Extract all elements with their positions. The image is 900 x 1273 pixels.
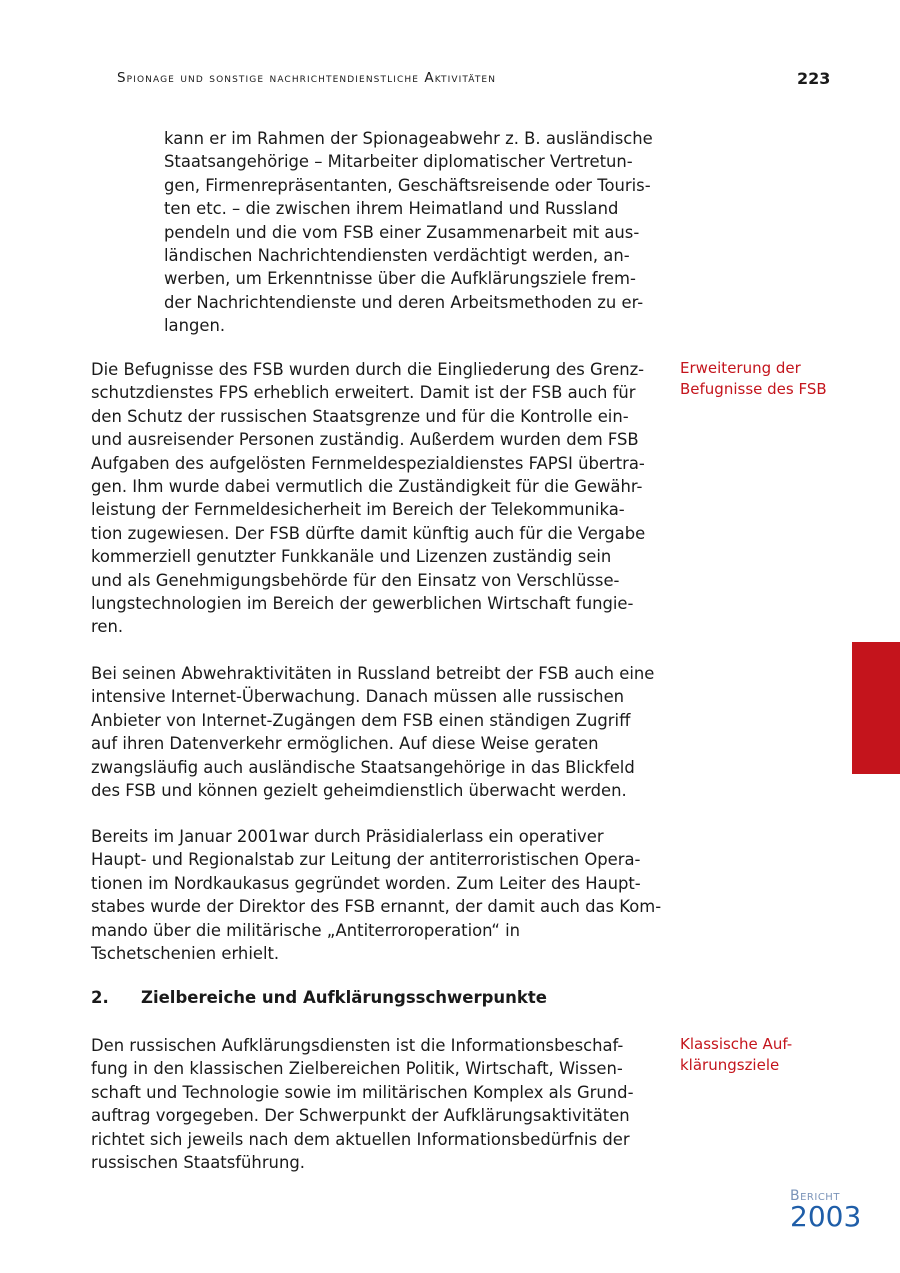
text-line: gen. Ihm wurde dabei vermutlich die Zuständigkeit für die Gewähr-	[91, 477, 643, 497]
margin-note-line: klärungsziele	[680, 1056, 780, 1074]
text-line: kommerziell genutzter Funkkanäle und Lizenzen zuständig sein	[91, 547, 612, 567]
text-line: russischen Staatsführung.	[91, 1153, 305, 1173]
text-line: Haupt- und Regionalstab zur Leitung der antiterroristischen Opera-	[91, 850, 641, 870]
text-line: der Nachrichtendienste und deren Arbeitsmethoden zu er-	[164, 292, 644, 312]
text-line: leistung der Fernmeldesicherheit im Bereich der Telekommunika-	[91, 500, 625, 520]
text-line: Tschetschenien erhielt.	[91, 944, 280, 964]
text-line: pendeln und die vom FSB einer Zusammenarbeit mit aus-	[164, 222, 640, 242]
text-line: Staatsangehörige – Mitarbeiter diplomatischer Vertretun-	[164, 152, 633, 172]
report-brand-mark	[790, 1188, 862, 1232]
text-line: ten etc. – die zwischen ihrem Heimatland und Russland	[164, 199, 619, 219]
text-line: richtet sich jeweils nach dem aktuellen Informationsbedürfnis der	[91, 1129, 630, 1149]
text-line: gen, Firmenrepräsentanten, Geschäftsreisende oder Touris-	[164, 175, 651, 195]
margin-note-fsb-powers	[680, 358, 827, 400]
text-line: schaft und Technologie sowie im militärischen Komplex als Grund-	[91, 1082, 634, 1102]
margin-note-line: Befugnisse des FSB	[680, 380, 827, 398]
margin-note-line: Klassische Auf-	[680, 1035, 793, 1053]
text-line: und als Genehmigungsbehörde für den Einsatz von Verschlüsse-	[91, 570, 620, 590]
brand-year: 2003	[790, 1200, 862, 1233]
text-line: auftrag vorgegeben. Der Schwerpunkt der Aufklärungsaktivitäten	[91, 1106, 630, 1126]
text-line: Den russischen Aufklärungsdiensten ist die Informationsbeschaf-	[91, 1036, 624, 1055]
paragraph-antiterror-staff	[91, 825, 661, 965]
page-number: 223	[797, 69, 831, 88]
text-line: Bereits im Januar 2001war durch Präsidialerlass ein operativer	[91, 827, 604, 846]
text-line: lungstechnologien im Bereich der gewerblichen Wirtschaft fungie-	[91, 594, 634, 614]
text-line: schutzdienstes FPS erheblich erweitert. Damit ist der FSB auch für	[91, 383, 636, 403]
text-line: auf ihren Datenverkehr ermöglichen. Auf diese Weise geraten	[91, 734, 599, 754]
section-title: Zielbereiche und Aufklärungsschwerpunkte	[141, 988, 547, 1007]
text-line: des FSB und können gezielt geheimdienstlich überwacht werden.	[91, 781, 627, 801]
section-heading	[91, 988, 547, 1007]
chapter-tab-marker	[852, 642, 900, 774]
running-head-title: Spionage und sonstige nachrichtendienstliche Aktivitäten	[117, 70, 497, 86]
text-line: werben, um Erkenntnisse über die Aufklärungsziele frem-	[164, 269, 636, 289]
paragraph-internet-surveillance	[91, 662, 654, 802]
text-line: zwangsläufig auch ausländische Staatsangehörige in das Blickfeld	[91, 757, 635, 777]
text-line: Bei seinen Abwehraktivitäten in Russland betreibt der FSB auch eine	[91, 664, 655, 683]
text-line: mando über die militärische „Antiterroroperation“ in	[91, 920, 521, 940]
text-line: den Schutz der russischen Staatsgrenze und für die Kontrolle ein-	[91, 406, 629, 426]
indented-quote-paragraph	[164, 127, 653, 338]
paragraph-intelligence-targets	[91, 1034, 634, 1174]
text-line: intensive Internet-Überwachung. Danach müssen alle russischen	[91, 687, 625, 707]
text-line: tion zugewiesen. Der FSB dürfte damit künftig auch für die Vergabe	[91, 523, 646, 543]
text-line: ländischen Nachrichtendiensten verdächtigt werden, an-	[164, 246, 630, 266]
margin-note-classic-targets	[680, 1034, 792, 1076]
text-line: ren.	[91, 617, 124, 637]
text-line: stabes wurde der Direktor des FSB ernannt, der damit auch das Kom-	[91, 897, 662, 917]
text-line: und ausreisender Personen zuständig. Außerdem wurden dem FSB	[91, 430, 639, 450]
margin-note-line: Erweiterung der	[680, 359, 801, 377]
text-line: Anbieter von Internet-Zugängen dem FSB einen ständigen Zugriff	[91, 710, 631, 730]
text-line: Die Befugnisse des FSB wurden durch die Eingliederung des Grenz-	[91, 360, 645, 379]
text-line: langen.	[164, 316, 226, 336]
brand-word: Bericht	[790, 1188, 840, 1204]
text-line: tionen im Nordkaukasus gegründet worden. Zum Leiter des Haupt-	[91, 873, 641, 893]
section-number: 2.	[91, 988, 109, 1007]
text-line: fung in den klassischen Zielbereichen Politik, Wirtschaft, Wissen-	[91, 1059, 623, 1079]
paragraph-fsb-powers	[91, 358, 645, 639]
text-line: Aufgaben des aufgelösten Fernmeldespezialdienstes FAPSI übertra-	[91, 453, 645, 473]
text-line: kann er im Rahmen der Spionageabwehr z. B. ausländische	[164, 129, 653, 148]
